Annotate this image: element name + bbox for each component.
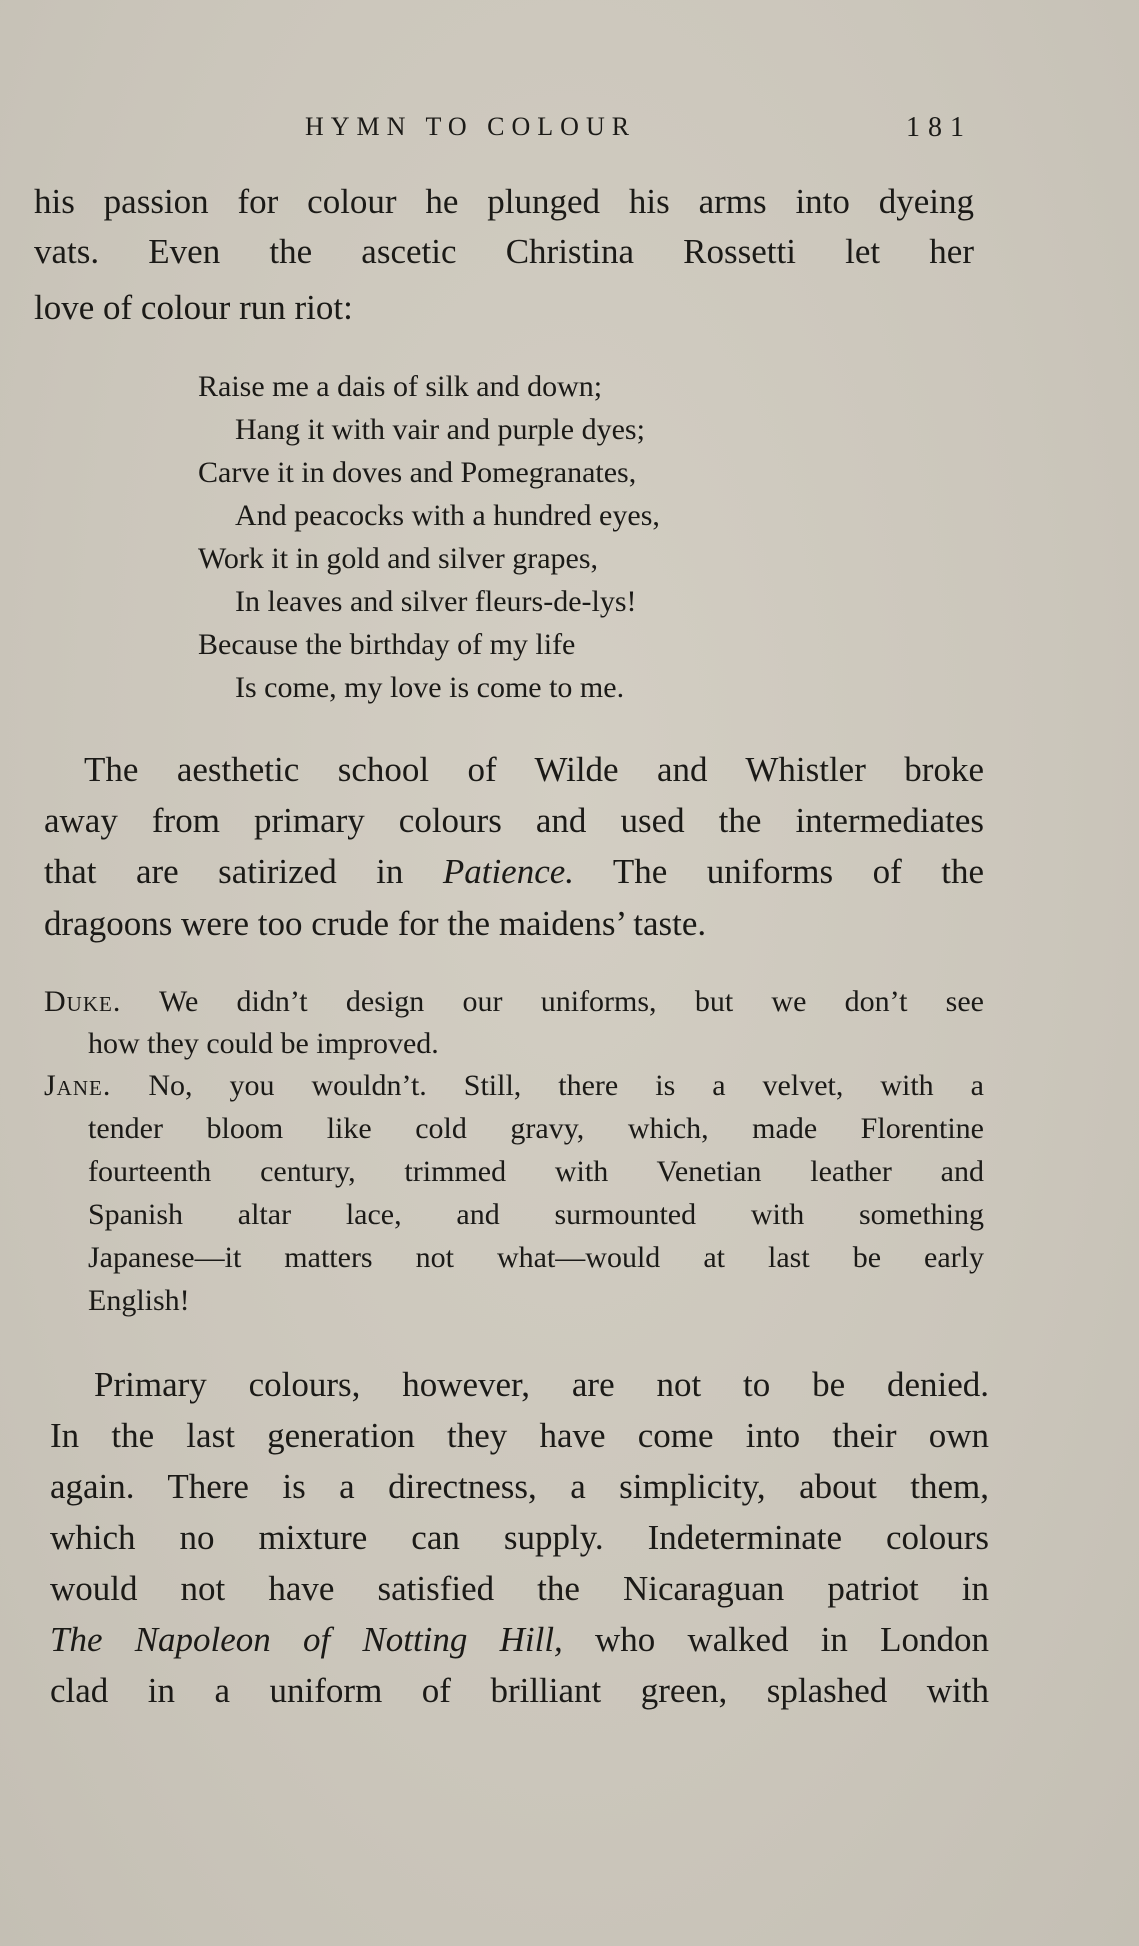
poem-line-7: Because the birthday of my life <box>198 628 576 661</box>
napoleon-title: The Napoleon of Notting Hill, <box>50 1620 563 1659</box>
dialogue-jane-line-1 <box>44 1068 984 1104</box>
paragraph-2-line-2: away from primary colours and used the intermediates <box>44 801 984 840</box>
poem-line-2: Hang it with vair and purple dyes; <box>235 413 645 446</box>
paragraph-3-line-7: clad in a uniform of brilliant green, splashed with <box>50 1671 989 1710</box>
speaker-jane: Jane. <box>44 1069 112 1102</box>
dialogue-jane-line-6: English! <box>88 1284 190 1317</box>
duke-text-1: We didn’t design our uniforms, but we don’t see <box>121 985 984 1018</box>
paragraph-2-line-1: The aesthetic school of Wilde and Whistler broke <box>84 750 984 789</box>
paragraph-2-line-3-text-b: The uniforms of the <box>574 852 984 891</box>
dialogue-jane-line-3: fourteenth century, trimmed with Venetian leather and <box>88 1155 984 1188</box>
paragraph-3-line-3: again. There is a directness, a simplicity, about them, <box>50 1467 989 1506</box>
dialogue-jane-line-4: Spanish altar lace, and surmounted with something <box>88 1198 984 1231</box>
dialogue-jane-line-2: tender bloom like cold gravy, which, made Florentine <box>88 1112 984 1145</box>
poem-line-4: And peacocks with a hundred eyes, <box>235 499 660 532</box>
poem-line-8: Is come, my love is come to me. <box>235 671 625 704</box>
paragraph-3-line-1: Primary colours, however, are not to be denied. <box>94 1365 989 1404</box>
dialogue-jane-line-5: Japanese—it matters not what—would at last be early <box>88 1241 984 1274</box>
poem-line-5: Work it in gold and silver grapes, <box>198 542 599 575</box>
running-title: HYMN TO COLOUR <box>305 112 637 141</box>
paragraph-3-line-6-text-b: who walked in London <box>562 1620 989 1659</box>
paragraph-1-line-2: vats. Even the ascetic Christina Rossetti let her <box>34 232 974 271</box>
paragraph-3-line-2: In the last generation they have come into their own <box>50 1416 989 1455</box>
paragraph-1-line-3: love of colour run riot: <box>34 288 353 327</box>
page-number: 181 <box>906 112 972 143</box>
poem-line-1: Raise me a dais of silk and down; <box>198 370 603 403</box>
poem-line-3: Carve it in doves and Pomegranates, <box>198 456 637 489</box>
paragraph-3-line-4: which no mixture can supply. Indeterminate colours <box>50 1518 989 1557</box>
running-head <box>0 112 1139 152</box>
speaker-duke: Duke. <box>44 985 122 1018</box>
paragraph-3-line-6 <box>50 1620 989 1660</box>
patience-title: Patience. <box>442 852 575 891</box>
paragraph-2-line-3 <box>44 852 984 892</box>
paragraph-2-line-3-text-a: that are satirized in <box>44 852 443 891</box>
paragraph-1-line-1: his passion for colour he plunged his arms into dyeing <box>34 182 974 221</box>
dialogue-duke-line-2: how they could be improved. <box>88 1027 439 1060</box>
paragraph-3-line-5: would not have satisfied the Nicaraguan patriot in <box>50 1569 989 1608</box>
poem-line-6: In leaves and silver fleurs-de-lys! <box>235 585 637 618</box>
dialogue-duke-line-1 <box>44 984 984 1020</box>
jane-text-1: No, you wouldn’t. Still, there is a velvet, with a <box>111 1069 984 1102</box>
paragraph-2-line-4: dragoons were too crude for the maidens’ taste. <box>44 904 707 943</box>
